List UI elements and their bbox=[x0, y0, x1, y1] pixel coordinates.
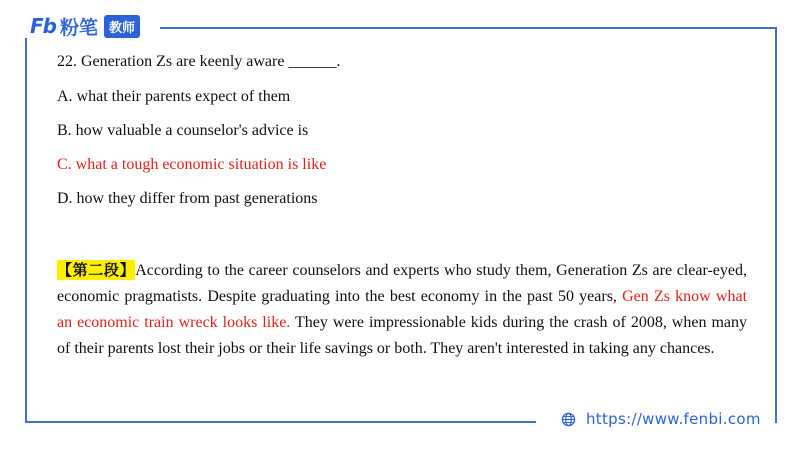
frame-right-line bbox=[775, 27, 777, 423]
logo-mark: Fb bbox=[30, 14, 56, 38]
option-d: D. how they differ from past generations bbox=[57, 190, 318, 207]
passage-text-before: According to the career counselors and experts who study them, Generation Zs are clear-eyed, economic pragmatists. Despite graduating into the best economy in the past 50 years, bbox=[57, 262, 747, 305]
url-text[interactable]: https://www.fenbi.com bbox=[586, 410, 761, 428]
globe-icon bbox=[561, 412, 576, 427]
fenbi-logo bbox=[30, 12, 146, 40]
logo-badge: 教师 bbox=[104, 15, 140, 38]
option-a: A. what their parents expect of them bbox=[57, 88, 291, 105]
passage-text-after: They were impressionable kids during the crash of 2008, when many of their parents lost their jobs or their life savings or both. They aren't interested in taking any chances. bbox=[57, 314, 747, 357]
logo-text: 粉笔 bbox=[59, 16, 98, 39]
frame-top-line bbox=[160, 27, 777, 29]
frame-left-line bbox=[25, 38, 27, 423]
frame-bottom-line bbox=[25, 421, 536, 423]
option-b: B. how valuable a counselor's advice is bbox=[57, 122, 309, 139]
paragraph-tag: 【第二段】 bbox=[57, 261, 136, 279]
option-c-correct: C. what a tough economic situation is like bbox=[57, 156, 327, 173]
passage-highlight: Gen Zs know what an economic train wreck looks like. bbox=[57, 288, 748, 331]
question-stem: 22. Generation Zs are keenly aware ______. bbox=[57, 53, 341, 70]
passage-paragraph bbox=[57, 257, 747, 362]
footer-url[interactable] bbox=[553, 410, 769, 428]
